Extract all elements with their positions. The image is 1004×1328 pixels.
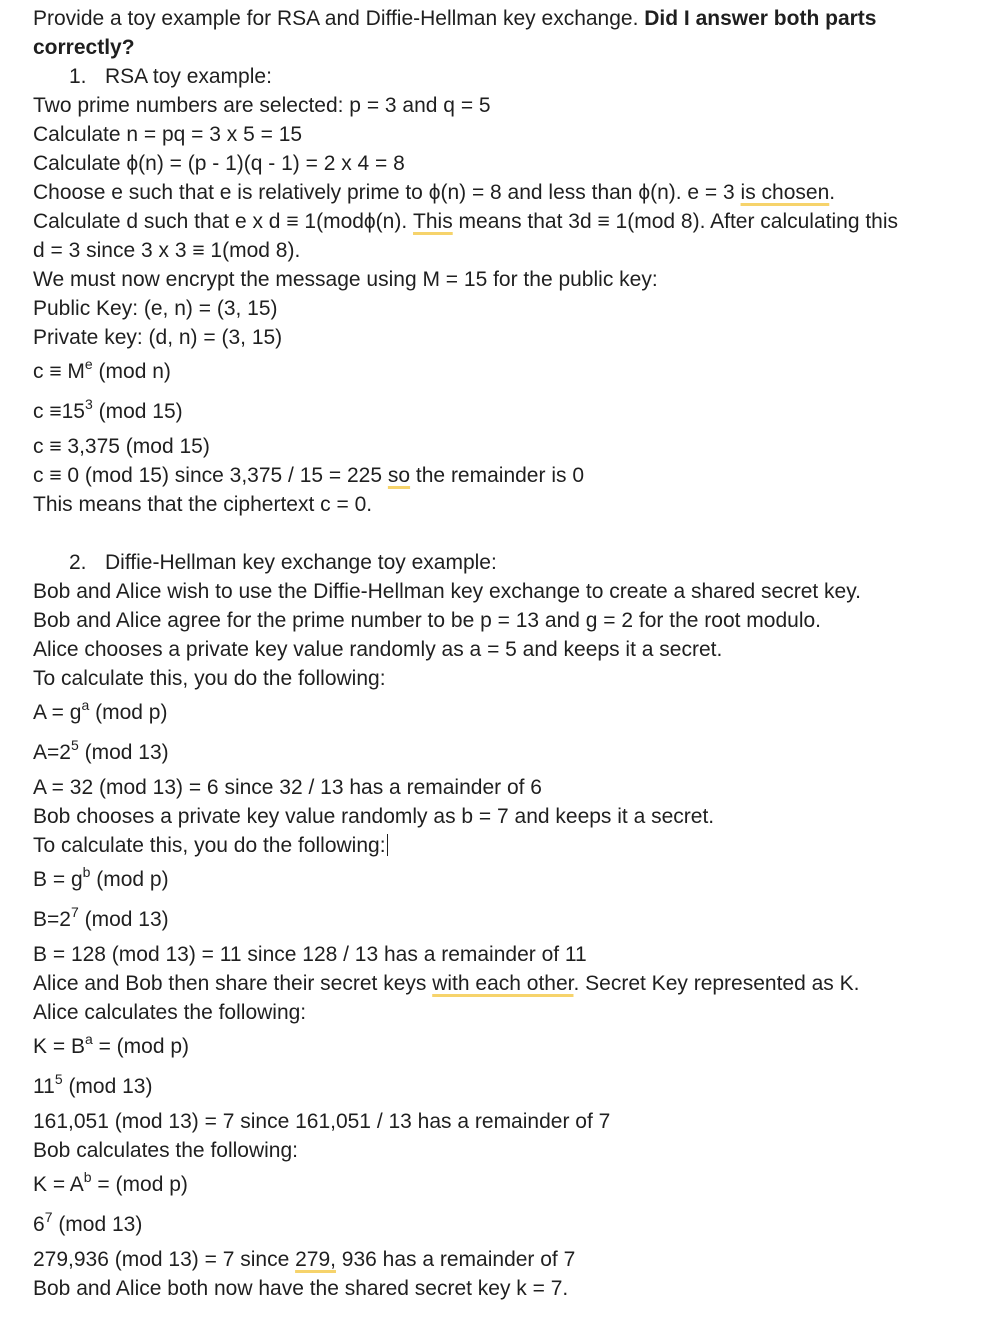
rsa-equation-2 <box>33 392 983 432</box>
dh-b-result: B = 128 (mod 13) = 11 since 128 / 13 has a remainder of 11 <box>33 943 587 966</box>
dh-a-result: A = 32 (mod 13) = 6 since 32 / 13 has a remainder of 6 <box>33 776 542 799</box>
text-span: the remainder is 0 <box>410 464 584 487</box>
dh-alice-calc: Alice calculates the following: <box>33 1001 307 1024</box>
dh-intro-2: Bob and Alice agree for the prime number to be p = 13 and g = 2 for the root modulo. <box>33 609 822 632</box>
rsa-public-key: Public Key: (e, n) = (3, 15) <box>33 297 278 320</box>
grammar-suggestion[interactable]: with each other <box>432 972 574 995</box>
prompt-text: Provide a toy example for RSA and Diffie-Hellman key exchange. <box>33 7 645 30</box>
text-cursor <box>387 834 388 856</box>
dh-intro-1: Bob and Alice wish to use the Diffie-Hellman key exchange to create a shared secret key. <box>33 580 862 603</box>
list-number: 2. <box>69 551 87 574</box>
dh-bob-calc <box>33 831 983 860</box>
superscript: 3 <box>84 396 93 412</box>
superscript: 5 <box>54 1071 63 1087</box>
rsa-primes: Two prime numbers are selected: p = 3 and q = 5 <box>33 94 491 117</box>
superscript: 5 <box>70 737 79 753</box>
rsa-private-key: Private key: (d, n) = (3, 15) <box>33 326 283 349</box>
text-span: K = A <box>33 1173 84 1196</box>
superscript: b <box>83 1169 92 1185</box>
text-span: . <box>829 181 836 204</box>
text-span: 11 <box>33 1075 55 1098</box>
prompt-line-2 <box>33 33 983 62</box>
prompt-question: Did I answer both parts <box>644 7 877 30</box>
text-span: Choose e such that e is relatively prime to ϕ(n) = 8 and less than ϕ(n). e = 3 <box>33 181 741 204</box>
text-span: (mod 15) <box>92 400 183 423</box>
text-span: (mod 13) <box>78 741 169 764</box>
dh-share <box>33 969 983 998</box>
rsa-d-result: d = 3 since 3 x 3 ≡ 1(mod 8). <box>33 239 301 262</box>
text-span: 6 <box>33 1213 45 1236</box>
text-span: c ≡15 <box>33 400 85 423</box>
text-span: (mod 13) <box>52 1213 143 1236</box>
text-span: Alice and Bob then share their secret keys <box>33 972 433 995</box>
grammar-suggestion[interactable]: 279, <box>295 1248 336 1271</box>
rsa-conclusion: This means that the ciphertext c = 0. <box>33 493 373 516</box>
text-span: (mod 13) <box>62 1075 153 1098</box>
superscript: e <box>84 356 93 372</box>
dh-k-equation-2 <box>33 1067 983 1107</box>
text-span: = (mod p) <box>91 1173 188 1196</box>
superscript: a <box>81 697 90 713</box>
dh-final: Bob and Alice both now have the shared secret key k = 7. <box>33 1277 569 1300</box>
text-span: To calculate this, you do the following: <box>33 834 386 857</box>
rsa-heading <box>33 62 983 91</box>
text-span: B = g <box>33 868 83 891</box>
text-span: Calculate d such that e x d ≡ 1(modϕ(n). <box>33 210 414 233</box>
rsa-calc-d <box>33 207 983 236</box>
text-span: means that 3d ≡ 1(mod 8). After calculating this <box>452 210 899 233</box>
superscript: 7 <box>70 904 79 920</box>
text-span: c ≡ 0 (mod 15) since 3,375 / 15 = 225 <box>33 464 388 487</box>
prompt-line-1 <box>33 4 983 33</box>
text-span: A = g <box>33 701 82 724</box>
dh-b-equation-1 <box>33 860 983 900</box>
dh-k-equation-3 <box>33 1165 983 1205</box>
text-span: c ≡ M <box>33 360 85 383</box>
rsa-calc-phi: Calculate ϕ(n) = (p - 1)(q - 1) = 2 x 4 = 8 <box>33 152 405 175</box>
dh-bob-choose: Bob chooses a private key value randomly as b = 7 and keeps it a secret. <box>33 805 715 828</box>
rsa-equation-4 <box>33 461 983 490</box>
dh-k-equation-1 <box>33 1027 983 1067</box>
dh-title: Diffie-Hellman key exchange toy example: <box>105 551 497 574</box>
grammar-suggestion[interactable]: so <box>387 464 411 487</box>
dh-b-equation-2 <box>33 900 983 940</box>
text-span: (mod 13) <box>78 908 169 931</box>
text-span: B=2 <box>33 908 71 931</box>
rsa-choose-e <box>33 178 983 207</box>
dh-k-alice-result: 161,051 (mod 13) = 7 since 161,051 / 13 has a remainder of 7 <box>33 1110 611 1133</box>
dh-k-equation-4 <box>33 1205 983 1245</box>
blank-line <box>33 519 983 548</box>
document-body[interactable] <box>33 4 983 1303</box>
text-span: = (mod p) <box>92 1035 190 1058</box>
text-span: (mod n) <box>92 360 171 383</box>
rsa-equation-3: c ≡ 3,375 (mod 15) <box>33 435 210 458</box>
text-span: A=2 <box>33 741 71 764</box>
dh-a-equation-2 <box>33 733 983 773</box>
dh-k-bob-result <box>33 1245 983 1274</box>
dh-heading <box>33 548 983 577</box>
rsa-encrypt-intro: We must now encrypt the message using M = 15 for the public key: <box>33 268 658 291</box>
text-span: 279,936 (mod 13) = 7 since <box>33 1248 296 1271</box>
text-span: K = B <box>33 1035 85 1058</box>
list-number: 1. <box>69 65 87 88</box>
text-span: 936 has a remainder of 7 <box>335 1248 576 1271</box>
superscript: a <box>84 1031 93 1047</box>
text-span: (mod p) <box>90 868 169 891</box>
prompt-question-cont: correctly? <box>33 36 135 59</box>
rsa-title: RSA toy example: <box>105 65 272 88</box>
dh-bob-calc-2: Bob calculates the following: <box>33 1139 298 1162</box>
rsa-calc-n: Calculate n = pq = 3 x 5 = 15 <box>33 123 303 146</box>
text-span: . Secret Key represented as K. <box>573 972 860 995</box>
text-span: (mod p) <box>89 701 168 724</box>
grammar-suggestion[interactable]: This <box>413 210 453 233</box>
grammar-suggestion[interactable]: is chosen <box>740 181 830 204</box>
dh-a-equation-1 <box>33 693 983 733</box>
rsa-equation-1 <box>33 352 983 392</box>
superscript: b <box>82 864 91 880</box>
dh-intro-4: To calculate this, you do the following: <box>33 667 386 690</box>
superscript: 7 <box>44 1209 53 1225</box>
dh-intro-3: Alice chooses a private key value randomly as a = 5 and keeps it a secret. <box>33 638 723 661</box>
